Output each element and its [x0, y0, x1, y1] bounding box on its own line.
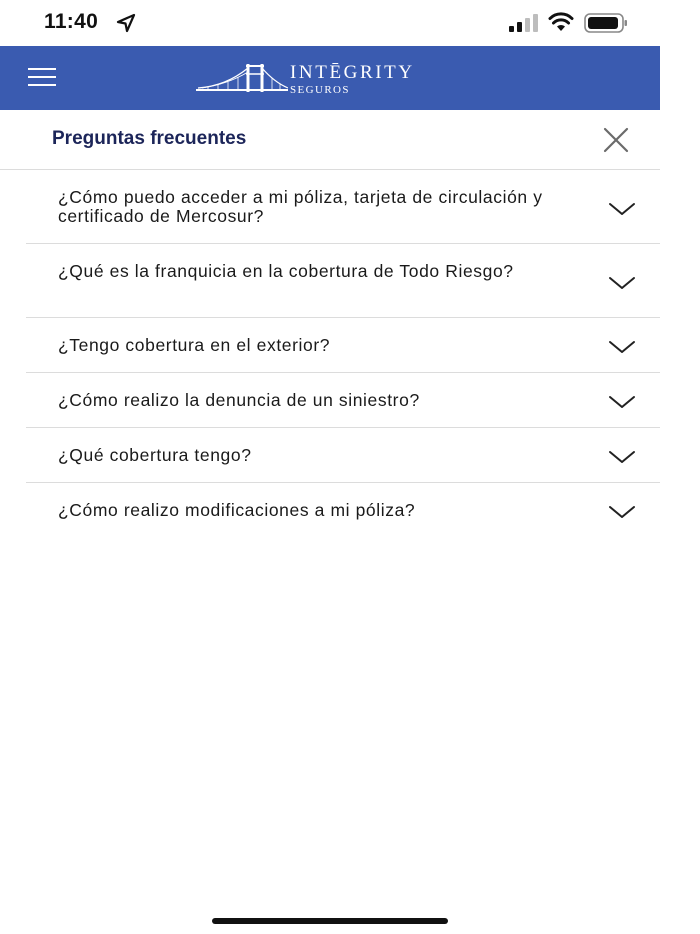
app-header — [0, 46, 660, 110]
logo-subtitle: SEGUROS — [290, 84, 350, 96]
hamburger-icon-line — [28, 76, 56, 78]
logo — [196, 60, 476, 100]
faq-question: ¿Tengo cobertura en el exterior? — [58, 335, 331, 355]
chevron-down-icon — [608, 450, 636, 464]
faq-item[interactable] — [26, 318, 660, 373]
close-icon[interactable] — [602, 127, 630, 153]
faq-question: ¿Qué cobertura tengo? — [58, 445, 252, 465]
home-indicator[interactable] — [212, 918, 448, 924]
faq-question: ¿Cómo realizo modificaciones a mi póliza? — [58, 500, 416, 520]
menu-button[interactable] — [28, 68, 56, 90]
faq-item[interactable] — [26, 483, 660, 538]
bridge-logo-icon — [196, 60, 288, 96]
faq-question: ¿Cómo puedo acceder a mi póliza, tarjeta de circulación y certificado de Mercosur? — [58, 187, 543, 226]
faq-question: ¿Qué es la franquicia en la cobertura de Todo Riesgo? — [58, 261, 514, 281]
faq-header — [0, 110, 660, 170]
status-bar — [0, 0, 700, 46]
faq-item[interactable] — [26, 244, 660, 318]
faq-panel — [0, 110, 660, 890]
battery-icon — [584, 13, 628, 33]
faq-question: ¿Cómo realizo la denuncia de un siniestro? — [58, 390, 420, 410]
faq-item[interactable] — [26, 373, 660, 428]
chevron-down-icon — [608, 505, 636, 519]
wifi-icon — [548, 12, 574, 32]
chevron-down-icon — [608, 276, 636, 290]
chevron-down-icon — [608, 202, 636, 216]
chevron-down-icon — [608, 395, 636, 409]
location-arrow-icon — [116, 13, 136, 33]
faq-item[interactable] — [26, 170, 660, 244]
hamburger-icon-line — [28, 68, 56, 70]
faq-title: Preguntas frecuentes — [52, 128, 247, 149]
logo-name: INTĒGRITY — [290, 62, 415, 83]
status-time: 11:40 — [44, 10, 99, 33]
hamburger-icon-line — [28, 84, 56, 86]
chevron-down-icon — [608, 340, 636, 354]
faq-item[interactable] — [26, 428, 660, 483]
cellular-signal-icon — [508, 14, 538, 32]
faq-list — [26, 170, 660, 538]
